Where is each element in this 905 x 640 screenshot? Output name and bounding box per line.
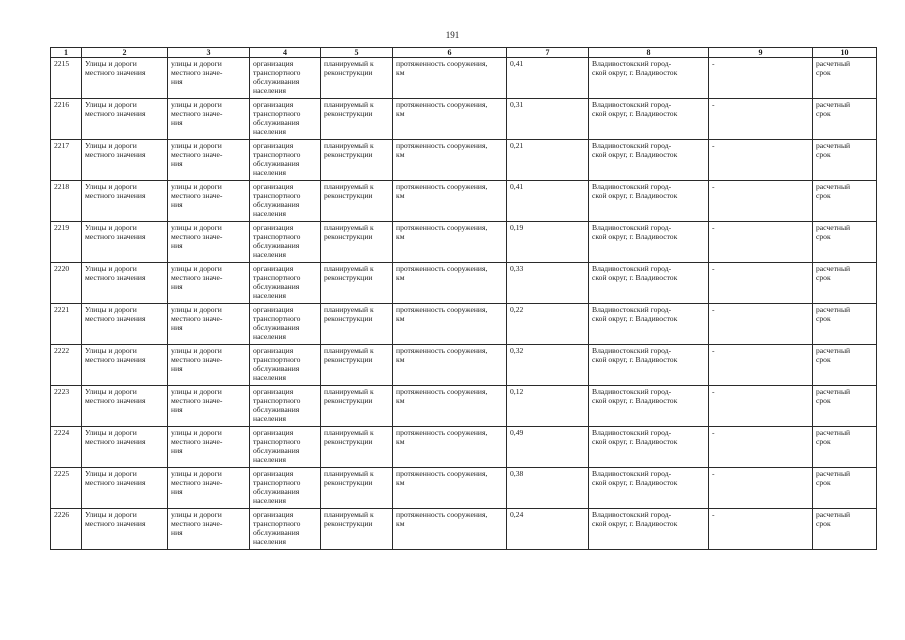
cell-purpose: организация транспортного обслуживания населения (250, 58, 321, 99)
cell-value: 0,41 (507, 181, 589, 222)
cell-purpose: организация транспортного обслуживания населения (250, 140, 321, 181)
cell-status: планируемый к реконструкции (321, 427, 393, 468)
cell-location: Владивостокский город- ской округ, г. Владивосток (589, 263, 709, 304)
cell-term: расчетный срок (813, 386, 877, 427)
cell-value: 0,19 (507, 222, 589, 263)
cell-status: планируемый к реконструкции (321, 58, 393, 99)
column-header: 3 (168, 48, 250, 58)
cell-value: 0,21 (507, 140, 589, 181)
cell-zone: - (709, 140, 813, 181)
cell-zone: - (709, 181, 813, 222)
cell-term: расчетный срок (813, 222, 877, 263)
cell-id: 2222 (51, 345, 82, 386)
cell-name: Улицы и дороги местного значения (82, 304, 168, 345)
cell-purpose: организация транспортного обслуживания населения (250, 386, 321, 427)
cell-value: 0,31 (507, 99, 589, 140)
cell-term: расчетный срок (813, 58, 877, 99)
page-number: 191 (445, 30, 460, 40)
cell-purpose: организация транспортного обслуживания населения (250, 468, 321, 509)
cell-name: Улицы и дороги местного значения (82, 181, 168, 222)
cell-kind: улицы и дороги местного значе- ния (168, 181, 250, 222)
cell-location: Владивостокский город- ской округ, г. Владивосток (589, 58, 709, 99)
table-row (51, 304, 877, 345)
cell-kind: улицы и дороги местного значе- ния (168, 345, 250, 386)
cell-id: 2217 (51, 140, 82, 181)
column-header: 10 (813, 48, 877, 58)
cell-zone: - (709, 509, 813, 550)
cell-name: Улицы и дороги местного значения (82, 345, 168, 386)
cell-zone: - (709, 468, 813, 509)
table-row (51, 427, 877, 468)
table-row (51, 509, 877, 550)
cell-name: Улицы и дороги местного значения (82, 222, 168, 263)
cell-parameter: протяженность сооружения, км (393, 345, 507, 386)
cell-location: Владивостокский город- ской округ, г. Владивосток (589, 99, 709, 140)
cell-location: Владивостокский город- ской округ, г. Владивосток (589, 427, 709, 468)
cell-location: Владивостокский город- ской округ, г. Владивосток (589, 509, 709, 550)
cell-status: планируемый к реконструкции (321, 386, 393, 427)
cell-parameter: протяженность сооружения, км (393, 509, 507, 550)
cell-purpose: организация транспортного обслуживания населения (250, 99, 321, 140)
cell-parameter: протяженность сооружения, км (393, 386, 507, 427)
cell-purpose: организация транспортного обслуживания населения (250, 263, 321, 304)
cell-status: планируемый к реконструкции (321, 222, 393, 263)
cell-id: 2218 (51, 181, 82, 222)
cell-parameter: протяженность сооружения, км (393, 427, 507, 468)
cell-name: Улицы и дороги местного значения (82, 468, 168, 509)
column-header: 6 (393, 48, 507, 58)
cell-zone: - (709, 386, 813, 427)
cell-status: планируемый к реконструкции (321, 181, 393, 222)
cell-location: Владивостокский город- ской округ, г. Владивосток (589, 386, 709, 427)
cell-kind: улицы и дороги местного значе- ния (168, 58, 250, 99)
cell-kind: улицы и дороги местного значе- ния (168, 386, 250, 427)
cell-zone: - (709, 58, 813, 99)
cell-id: 2219 (51, 222, 82, 263)
cell-id: 2215 (51, 58, 82, 99)
cell-location: Владивостокский город- ской округ, г. Владивосток (589, 181, 709, 222)
cell-parameter: протяженность сооружения, км (393, 58, 507, 99)
cell-value: 0,12 (507, 386, 589, 427)
cell-kind: улицы и дороги местного значе- ния (168, 99, 250, 140)
cell-kind: улицы и дороги местного значе- ния (168, 140, 250, 181)
cell-purpose: организация транспортного обслуживания населения (250, 509, 321, 550)
cell-zone: - (709, 304, 813, 345)
table-row (51, 345, 877, 386)
cell-term: расчетный срок (813, 99, 877, 140)
cell-status: планируемый к реконструкции (321, 263, 393, 304)
cell-id: 2216 (51, 99, 82, 140)
cell-kind: улицы и дороги местного значе- ния (168, 468, 250, 509)
table-row (51, 468, 877, 509)
cell-name: Улицы и дороги местного значения (82, 263, 168, 304)
cell-value: 0,33 (507, 263, 589, 304)
cell-zone: - (709, 99, 813, 140)
cell-name: Улицы и дороги местного значения (82, 99, 168, 140)
cell-parameter: протяженность сооружения, км (393, 99, 507, 140)
cell-kind: улицы и дороги местного значе- ния (168, 304, 250, 345)
table-body (51, 58, 877, 550)
cell-term: расчетный срок (813, 263, 877, 304)
cell-zone: - (709, 345, 813, 386)
cell-purpose: организация транспортного обслуживания населения (250, 427, 321, 468)
table-row (51, 181, 877, 222)
column-header: 5 (321, 48, 393, 58)
cell-purpose: организация транспортного обслуживания населения (250, 181, 321, 222)
cell-value: 0,32 (507, 345, 589, 386)
cell-kind: улицы и дороги местного значе- ния (168, 509, 250, 550)
cell-zone: - (709, 222, 813, 263)
cell-parameter: протяженность сооружения, км (393, 181, 507, 222)
cell-status: планируемый к реконструкции (321, 304, 393, 345)
cell-status: планируемый к реконструкции (321, 140, 393, 181)
cell-value: 0,49 (507, 427, 589, 468)
cell-id: 2223 (51, 386, 82, 427)
table-row (51, 222, 877, 263)
cell-kind: улицы и дороги местного значе- ния (168, 427, 250, 468)
cell-value: 0,24 (507, 509, 589, 550)
cell-purpose: организация транспортного обслуживания населения (250, 304, 321, 345)
cell-name: Улицы и дороги местного значения (82, 140, 168, 181)
cell-id: 2220 (51, 263, 82, 304)
cell-name: Улицы и дороги местного значения (82, 427, 168, 468)
cell-parameter: протяженность сооружения, км (393, 304, 507, 345)
cell-term: расчетный срок (813, 509, 877, 550)
column-number-row (51, 48, 877, 58)
table-row (51, 58, 877, 99)
cell-location: Владивостокский город- ской округ, г. Владивосток (589, 345, 709, 386)
cell-location: Владивостокский город- ской округ, г. Владивосток (589, 304, 709, 345)
cell-parameter: протяженность сооружения, км (393, 263, 507, 304)
cell-kind: улицы и дороги местного значе- ния (168, 263, 250, 304)
cell-status: планируемый к реконструкции (321, 345, 393, 386)
cell-term: расчетный срок (813, 140, 877, 181)
cell-term: расчетный срок (813, 304, 877, 345)
table-row (51, 99, 877, 140)
cell-location: Владивостокский город- ской округ, г. Владивосток (589, 468, 709, 509)
column-header: 4 (250, 48, 321, 58)
cell-status: планируемый к реконструкции (321, 468, 393, 509)
column-header: 7 (507, 48, 589, 58)
cell-term: расчетный срок (813, 468, 877, 509)
cell-term: расчетный срок (813, 181, 877, 222)
cell-name: Улицы и дороги местного значения (82, 58, 168, 99)
table-row (51, 263, 877, 304)
cell-location: Владивостокский город- ской округ, г. Владивосток (589, 222, 709, 263)
cell-purpose: организация транспортного обслуживания населения (250, 345, 321, 386)
cell-id: 2226 (51, 509, 82, 550)
cell-status: планируемый к реконструкции (321, 99, 393, 140)
cell-term: расчетный срок (813, 345, 877, 386)
cell-purpose: организация транспортного обслуживания населения (250, 222, 321, 263)
column-header: 8 (589, 48, 709, 58)
cell-parameter: протяженность сооружения, км (393, 468, 507, 509)
column-header: 9 (709, 48, 813, 58)
cell-parameter: протяженность сооружения, км (393, 140, 507, 181)
table-row (51, 386, 877, 427)
table-row (51, 140, 877, 181)
table-header (51, 48, 877, 58)
cell-value: 0,22 (507, 304, 589, 345)
cell-location: Владивостокский город- ской округ, г. Владивосток (589, 140, 709, 181)
cell-status: планируемый к реконструкции (321, 509, 393, 550)
cell-value: 0,41 (507, 58, 589, 99)
cell-name: Улицы и дороги местного значения (82, 386, 168, 427)
cell-id: 2224 (51, 427, 82, 468)
cell-id: 2225 (51, 468, 82, 509)
cell-kind: улицы и дороги местного значе- ния (168, 222, 250, 263)
cell-value: 0,38 (507, 468, 589, 509)
cell-parameter: протяженность сооружения, км (393, 222, 507, 263)
cell-zone: - (709, 263, 813, 304)
column-header: 2 (82, 48, 168, 58)
cell-zone: - (709, 427, 813, 468)
cell-name: Улицы и дороги местного значения (82, 509, 168, 550)
column-header: 1 (51, 48, 82, 58)
registry-table (50, 47, 877, 550)
cell-id: 2221 (51, 304, 82, 345)
cell-term: расчетный срок (813, 427, 877, 468)
